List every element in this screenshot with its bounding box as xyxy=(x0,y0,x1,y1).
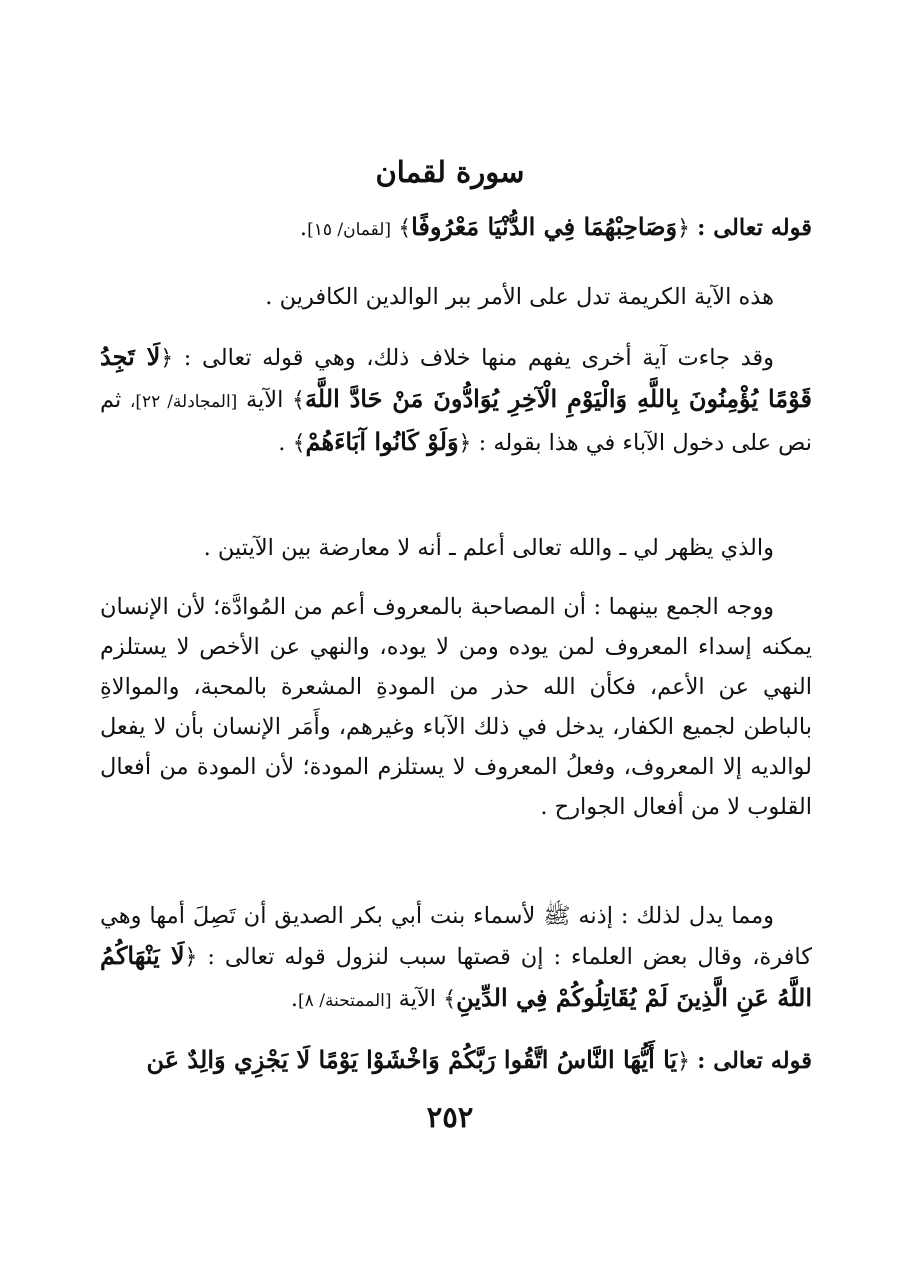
conflict-paragraph xyxy=(100,337,812,464)
aya-word: الآية xyxy=(245,387,284,413)
ornament-open: ﴿ xyxy=(458,431,472,456)
opinion-paragraph: والذي يظهر لي ـ والله تعالى أعلم ـ أنه لا معارضة بين الآيتين . xyxy=(203,535,774,561)
paragraph-middle: ثم نص على دخول الآباء في هذا بقوله : xyxy=(100,387,812,456)
quran-verse: وَلَوْ كَانُوا آبَاءَهُمْ xyxy=(305,427,459,456)
quran-verse: يَا أَيُّهَا النَّاسُ اتَّقُوا رَبَّكُمْ وَاخْشَوْا يَوْمًا لَا يَجْزِي وَالِدٌ عَن xyxy=(146,1045,678,1074)
paragraph-intro: وقد جاءت آية أخرى يفهم منها خلاف ذلك، وهي قوله تعالى : xyxy=(183,345,775,371)
page-number: ٢٥٢ xyxy=(426,1100,474,1134)
aya-word: الآية xyxy=(398,986,437,1012)
evidence-paragraph xyxy=(100,896,812,1021)
quran-verse: لَا تَجِدُ قَوْمًا يُؤْمِنُونَ بِاللَّهِ وَالْيَوْمِ الْآخِرِ يُوَادُّونَ مَنْ حَادَّ اللَّهَ xyxy=(100,342,813,413)
ornament-open: ﴿ xyxy=(677,216,690,241)
paragraph-intro: ومما يدل لذلك : إذنه ﷺ لأسماء بنت أبي بكر الصديق أن تَصِلَ أمها وهي كافرة، وقال بعض العلماء : إن قصتها سبب لنزول قوله تعالى : xyxy=(100,903,812,970)
surah-title: سورة لقمان xyxy=(375,155,525,189)
verse-label: قوله تعالى : xyxy=(697,1048,812,1074)
ornament-open: ﴿ xyxy=(184,945,198,970)
verse-citation: [الممتحنة/ ٨] xyxy=(298,991,392,1011)
ornament-close: ﴾ xyxy=(292,388,305,413)
full-stop: . xyxy=(299,215,308,241)
ornament-close: ﴾ xyxy=(398,216,412,241)
reconciliation-paragraph: ووجه الجمع بينهما : أن المصاحبة بالمعروف أعم من المُوادَّة؛ لأن الإنسان يمكنه إسداء المعروف لمن يوده ومن لا يوده، والنهي عن الأخص لا يستلزم النهي عن الأعم، فكأن الله حذر من المودةِ المشعرة بالمحبة، والموالاةِ بالباطن لجميع الكفار، يدخل في ذلك الآباء وغيرهم، وأَمَر الإنسان بأن لا يفعل لوالديه إلا المعروف، وفعلُ المعروف لا يستلزم المودة؛ لأن المودة من أفعال القلوب لا من أفعال الجوارح . xyxy=(100,594,812,820)
commentary-paragraph: هذه الآية الكريمة تدل على الأمر ببر الوالدين الكافرين . xyxy=(265,284,774,310)
quran-verse: وَصَاحِبْهُمَا فِي الدُّنْيَا مَعْرُوفًا xyxy=(411,212,678,241)
quran-verse: لَا يَنْهَاكُمُ اللَّهُ عَنِ الَّذِينَ لَمْ يُقَاتِلُوكُمْ فِي الدِّينِ xyxy=(100,941,812,1012)
verse-citation: [لقمان/ ١٥] xyxy=(307,220,392,240)
ornament-open: ﴿ xyxy=(677,1049,690,1074)
verse-citation: [المجادلة/ ٢٢]، xyxy=(129,392,238,412)
ornament-open: ﴿ xyxy=(160,346,174,371)
verse-label: قوله تعالى : xyxy=(697,215,812,241)
ornament-close: ﴾ xyxy=(292,431,306,456)
verse-paragraph-luqman-15 xyxy=(100,207,812,250)
full-stop: . xyxy=(290,986,299,1012)
ornament-close: ﴾ xyxy=(443,987,457,1012)
next-verse-paragraph xyxy=(100,1040,812,1082)
full-stop: . xyxy=(278,430,286,456)
